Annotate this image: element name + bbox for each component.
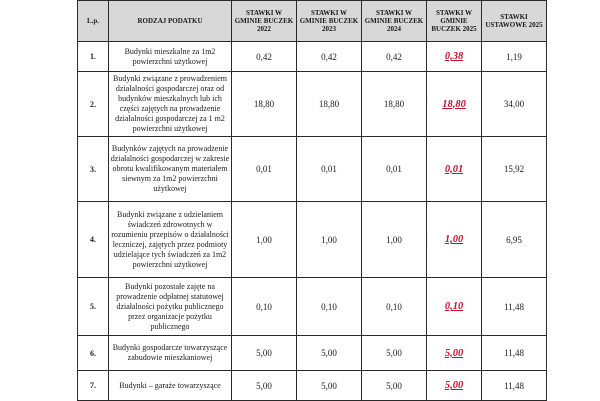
tax-type-label: Budynki – garaże towarzyszące [119, 380, 221, 390]
header-rates-2023: STAWKI W GMINIE BUCZEK 2023 [297, 1, 362, 42]
table-row [78, 42, 547, 72]
header-statutory-2025: STAWKI USTAWOWE 2025 [482, 1, 547, 42]
tax-type-label: Budynki gospodarcze towarzyszące zabudowie mieszkaniowej [112, 343, 228, 362]
rate-2025-highlighted: 5,00 [427, 336, 482, 371]
row-number: 1. [78, 42, 109, 72]
rate-2022: 18,80 [232, 72, 297, 137]
rate-2023: 0,10 [297, 278, 362, 336]
row-number: 7. [78, 371, 109, 401]
table-row [78, 72, 547, 137]
tax-type-label: Budynki pozostałe zajęte na prowadzenie odpłatnej statutowej działalności pożytku publicznego przez organizacje pożytku publicznego [116, 281, 224, 331]
rate-statutory: 11,48 [482, 336, 547, 371]
tax-type-label: Budynków zajętych na prowadzenie działalności gospodarczej w zakresie obrotu kwalifikowanym materiałem siewnym za 1m2 powierzchni użytkowej [110, 144, 230, 193]
tax-type-label: Budynki mieszkalne za 1m2 powierzchni użytkowej [124, 46, 216, 66]
rate-2022: 0,42 [232, 42, 297, 72]
rate-2025-highlighted: 18,80 [427, 72, 482, 137]
rate-statutory: 11,48 [482, 371, 547, 401]
rate-2023: 1,00 [297, 202, 362, 278]
header-rates-2024: STAWKI W GMINIE BUCZEK 2024 [362, 1, 427, 42]
rate-2023: 0,42 [297, 42, 362, 72]
rate-2025-highlighted: 0,01 [427, 137, 482, 202]
row-number: 3. [78, 137, 109, 202]
tax-type-label: Budynki związane z udzielaniem świadczeń zdrowotnych w rozumieniu przepisów o działalności leczniczej, zajętych przez podmioty udzielające tych świadczeń za 1m2 powierzchni użytkowej [111, 209, 229, 269]
table-row [78, 278, 547, 336]
rate-2022: 0,10 [232, 278, 297, 336]
rate-2024: 5,00 [362, 371, 427, 401]
header-row [78, 1, 547, 42]
rate-2025-highlighted: 0,38 [427, 42, 482, 72]
table-row [78, 336, 547, 371]
header-rates-2025: STAWKI W GMINIE BUCZEK 2025 [427, 1, 482, 42]
row-number: 4. [78, 202, 109, 278]
header-rates-2022: STAWKI W GMINIE BUCZEK 2022 [232, 1, 297, 42]
rate-2023: 18,80 [297, 72, 362, 137]
rate-2023: 5,00 [297, 371, 362, 401]
rate-statutory: 34,00 [482, 72, 547, 137]
rate-statutory: 15,92 [482, 137, 547, 202]
rate-2022: 0,01 [232, 137, 297, 202]
table-row [78, 371, 547, 401]
rate-2024: 18,80 [362, 72, 427, 137]
tax-type-label: Budynki związane z prowadzeniem działalności gospodarczej oraz od budynków mieszkalnych lub ich części zajętych na prowadzenie działalności gospodarczej za 1 m2 powierzchni użytkowej [113, 74, 227, 133]
rate-2024: 0,42 [362, 42, 427, 72]
rate-2022: 5,00 [232, 336, 297, 371]
rate-2024: 5,00 [362, 336, 427, 371]
rate-2025-highlighted: 5,00 [427, 371, 482, 401]
rate-2024: 0,01 [362, 137, 427, 202]
rate-2023: 5,00 [297, 336, 362, 371]
header-tax-type: RODZAJ PODATKU [109, 1, 232, 42]
rate-2022: 1,00 [232, 202, 297, 278]
rate-statutory: 11,48 [482, 278, 547, 336]
rate-statutory: 6,95 [482, 202, 547, 278]
row-number: 5. [78, 278, 109, 336]
rate-2025-highlighted: 1,00 [427, 202, 482, 278]
rate-2022: 5,00 [232, 371, 297, 401]
table-row [78, 202, 547, 278]
rate-statutory: 1,19 [482, 42, 547, 72]
header-lp: L.p. [78, 1, 109, 42]
tax-rates-table [77, 0, 547, 401]
rate-2024: 0,10 [362, 278, 427, 336]
table-row [78, 137, 547, 202]
row-number: 2. [78, 72, 109, 137]
row-number: 6. [78, 336, 109, 371]
rate-2025-highlighted: 0,10 [427, 278, 482, 336]
rate-2024: 1,00 [362, 202, 427, 278]
rate-2023: 0,01 [297, 137, 362, 202]
